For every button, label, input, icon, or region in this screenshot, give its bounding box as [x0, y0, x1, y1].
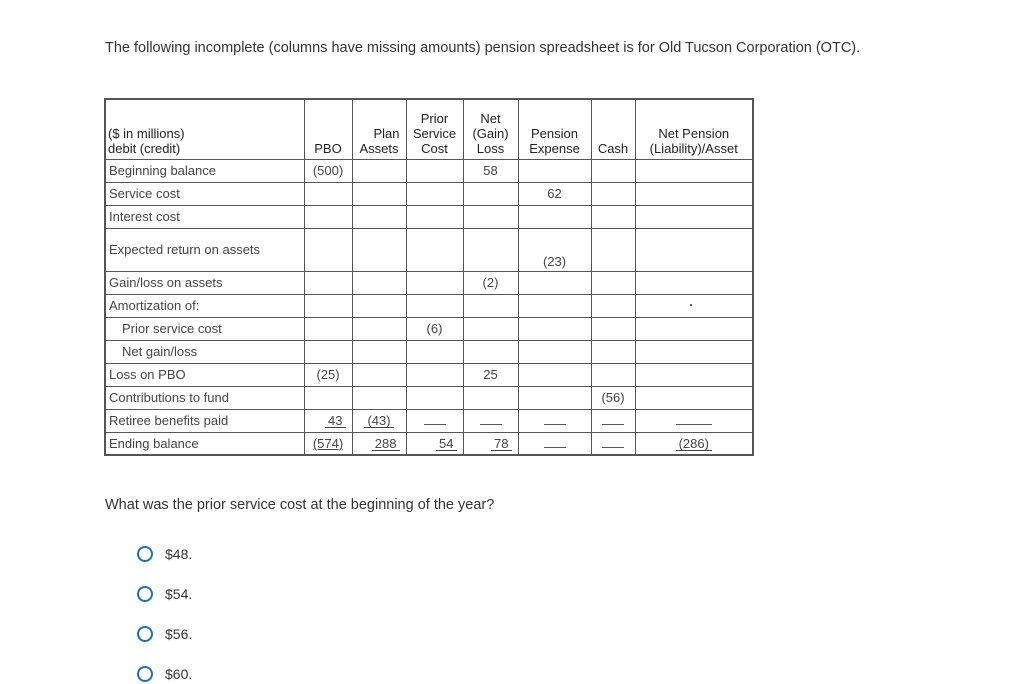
row-label: Loss on PBO: [105, 363, 304, 386]
cell-gain-loss: 78: [463, 432, 518, 455]
row-label: Beginning balance: [105, 159, 304, 182]
row-label: Amortization of:: [105, 294, 304, 317]
table-row: [105, 340, 753, 363]
row-label: Expected return on assets: [105, 228, 304, 271]
option-label: $54.: [165, 586, 193, 602]
option-d[interactable]: [137, 664, 192, 684]
header-row: [105, 99, 753, 159]
cell-blank: [518, 432, 591, 455]
table-row: [105, 317, 753, 340]
table-row: [105, 205, 753, 228]
cell-pbo: (574): [304, 432, 352, 455]
table-row: [105, 294, 753, 317]
row-label: Net gain/loss: [105, 340, 304, 363]
option-a[interactable]: [137, 544, 192, 564]
table-row: [105, 182, 753, 205]
table-row: [105, 228, 753, 271]
header-net-pension: Net Pension (Liability)/Asset: [635, 99, 753, 159]
cell-blank: [591, 409, 635, 432]
cell-cash: (56): [591, 386, 635, 409]
radio-button[interactable]: [137, 666, 153, 682]
question-text: What was the prior service cost at the beginning of the year?: [105, 497, 495, 513]
table-row: [105, 271, 753, 294]
cell-gain-loss: 25: [463, 363, 518, 386]
table-row: [105, 432, 753, 455]
cell-blank: [518, 409, 591, 432]
row-label: Gain/loss on assets: [105, 271, 304, 294]
header-pbo: PBO: [304, 99, 352, 159]
cell-prior-service-cost: (6): [406, 317, 463, 340]
radio-button[interactable]: [137, 626, 153, 642]
radio-button[interactable]: [137, 546, 153, 562]
cell-pension-expense: (23): [518, 228, 591, 271]
cell-pbo: 43: [304, 409, 352, 432]
cell-gain-loss: 58: [463, 159, 518, 182]
row-label: Retiree benefits paid: [105, 409, 304, 432]
table-row: [105, 159, 753, 182]
cell-prior-service-cost: 54: [406, 432, 463, 455]
cell-blank: [591, 432, 635, 455]
cell-blank: [635, 409, 753, 432]
row-label: Interest cost: [105, 205, 304, 228]
pension-spreadsheet: [104, 98, 754, 456]
cell-net-pension: (286): [635, 432, 753, 455]
header-label: ($ in millions) debit (credit): [105, 99, 304, 159]
table-row: [105, 409, 753, 432]
header-prior-service-cost: Prior Service Cost: [406, 99, 463, 159]
option-label: $48.: [165, 546, 193, 562]
header-net-gain-loss: Net (Gain) Loss: [463, 99, 518, 159]
cell-pension-expense: 62: [518, 182, 591, 205]
option-c[interactable]: [137, 624, 192, 644]
cell-blank: [463, 409, 518, 432]
intro-text: The following incomplete (columns have missing amounts) pension spreadsheet is for Old Tucson Corporation (OTC).: [105, 40, 861, 56]
cell-blank: [406, 409, 463, 432]
option-b[interactable]: [137, 584, 192, 604]
header-pension-expense: Pension Expense: [518, 99, 591, 159]
row-label: Service cost: [105, 182, 304, 205]
table-row: [105, 363, 753, 386]
cell-gain-loss: (2): [463, 271, 518, 294]
cell-plan-assets: (43): [352, 409, 406, 432]
row-label: Ending balance: [105, 432, 304, 455]
stray-dot: [690, 304, 692, 306]
radio-button[interactable]: [137, 586, 153, 602]
header-plan-assets: Plan Assets: [352, 99, 406, 159]
row-label: Prior service cost: [105, 317, 304, 340]
header-cash: Cash: [591, 99, 635, 159]
option-label: $60.: [165, 666, 193, 682]
table-row: [105, 386, 753, 409]
cell-pbo: (500): [304, 159, 352, 182]
option-label: $56.: [165, 626, 193, 642]
cell-pbo: (25): [304, 363, 352, 386]
row-label: Contributions to fund: [105, 386, 304, 409]
cell-plan-assets: 288: [352, 432, 406, 455]
